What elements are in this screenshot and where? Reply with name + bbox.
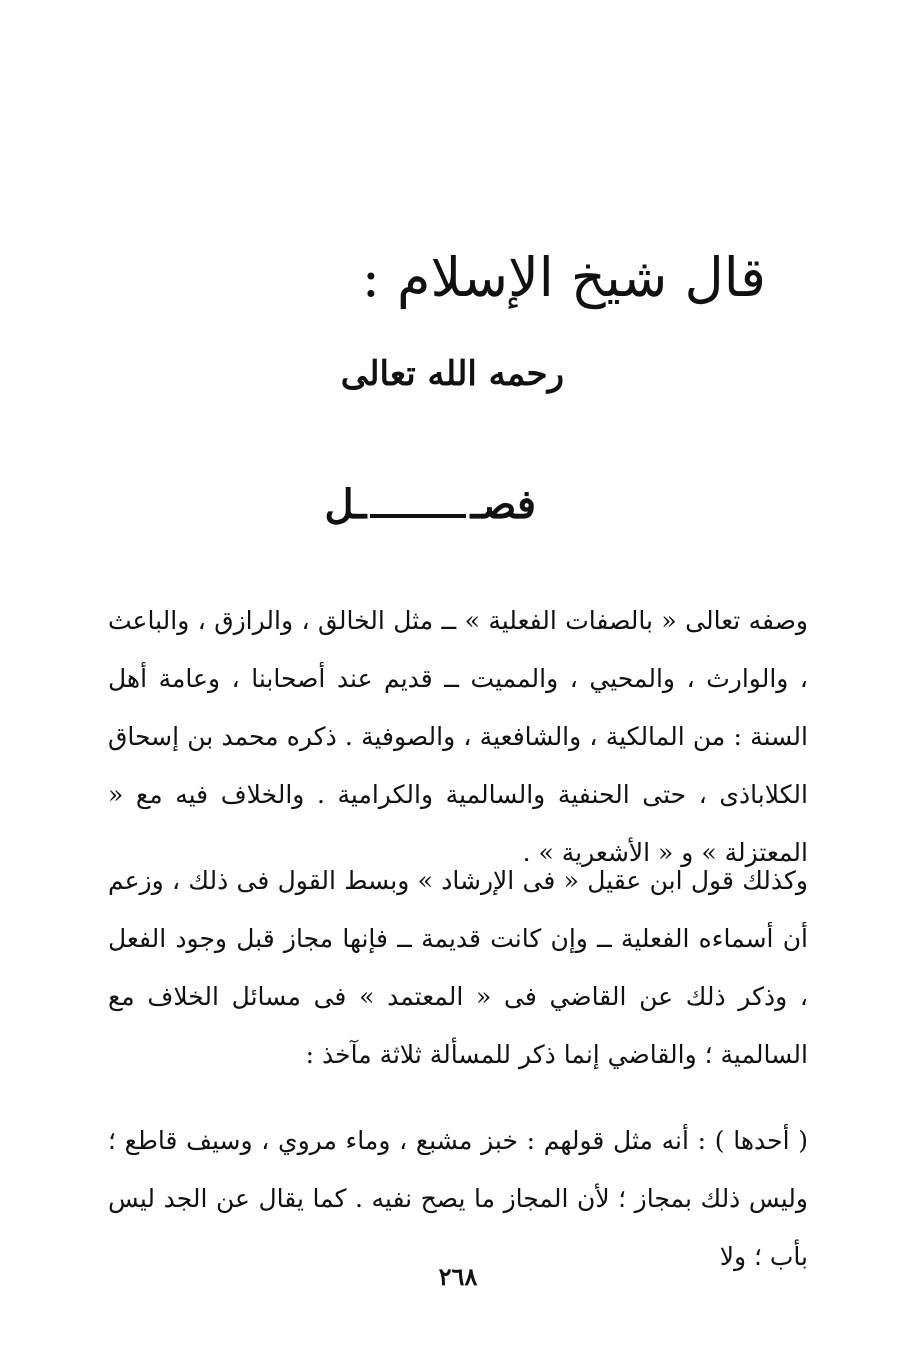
page-title: قال شيخ الإسلام : [361, 246, 766, 309]
paragraph-1: وصفه تعالى « بالصفات الفعلية » ــ مثل الخالق ، والرازق ، والباعث ، والوارث ، والمحيي ، والمميت ــ قديم عند أصحابنا ، وعامة أهل السنة : من المالكية ، والشافعية ، والصوفية . ذكره محمد بن إسحاق الكلاباذى ، حتى الحنفية والسالمية والكرامية . والخلاف فيه مع « المعتزلة » و « الأشعرية » . [108, 606, 808, 867]
section-heading-start: فصـ [470, 481, 536, 528]
section-heading-end: ـل [324, 481, 367, 528]
section-heading-divider [370, 514, 466, 518]
paragraph-3: ( أحدها ) : أنه مثل قولهم : خبز مشبع ، وماء مروي ، وسيف قاطع ؛ وليس ذلك بمجاز ؛ لأن المجاز ما يصح نفيه . كما يقال عن الجد ليس بأب ؛ ولا [108, 1126, 808, 1271]
section-heading [324, 470, 536, 540]
paragraph-2: وكذلك قول ابن عقيل « فى الإرشاد » وبسط القول فى ذلك ، وزعم أن أسماءه الفعلية ــ وإن كانت قديمة ــ فإنها مجاز قبل وجود الفعل ، وذكر ذلك عن القاضي فى « المعتمد » فى مسائل الخلاف مع السالمية ؛ والقاضي إنما ذكر للمسألة ثلاثة مآخذ : [108, 866, 808, 1069]
page-number: ٢٦٨ [438, 1262, 478, 1291]
page-subtitle: رحمه الله تعالى [340, 354, 564, 394]
